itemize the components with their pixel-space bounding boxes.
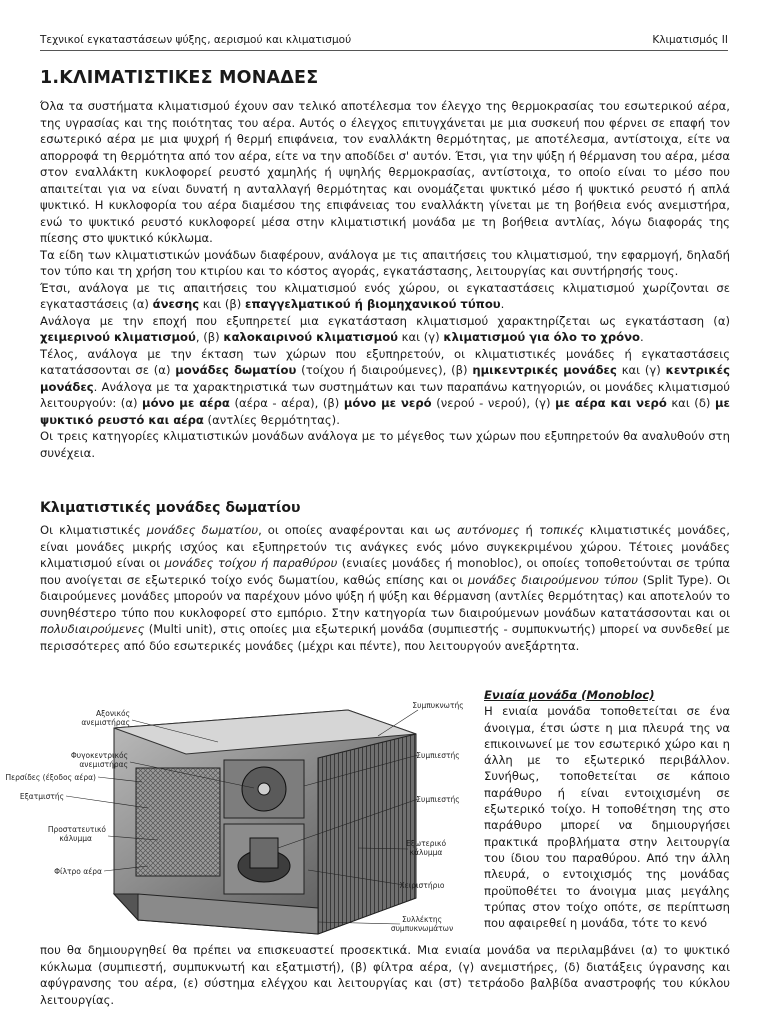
intro-paragraph-2: Τα είδη των κλιματιστικών μονάδων διαφέρουν, ανάλογα με τις απαιτήσεις του κλιματισμού, την εφαρμογή, δηλαδή τον τύπο και τη χρήση του κτιρίου και το κόστος αγοράς, εγκατάστασης, λειτουργίας και συντήρησής τους. bbox=[40, 247, 730, 278]
label-axial-fan: Αξονικός bbox=[95, 709, 130, 718]
monobloc-bottom-text bbox=[40, 942, 730, 1008]
svg-text:κάλυμμα: κάλυμμα bbox=[59, 834, 92, 843]
section-paragraph: Οι κλιματιστικές μονάδες δωματίου, οι οποίες αναφέρονται και ως αυτόνομες ή τοπικές κλιματιστικές μονάδες, είναι μονάδες μικρής ισχύος και εξυπηρετούν τις ανάγκες ενός μόνο συγκεκριμένου χώρου. Τέτοιες μονάδες κλιματισμού είναι οι μονάδες τοίχου ή παραθύρου (ενιαίες μονάδες ή monobloc), οι οποίες τοποθετούνται σε τρύπα που ανοίγεται σε εξωτερικό τοίχο ενός δωματίου, καθώς επίσης και οι μονάδες διαιρούμενου τύπου (Split Type). Οι διαιρούμενες μονάδες μπορούν να παρέχουν μόνο ψύξη ή ψύξη και θέρμανση (αντλίες θερμότητας) και αποτελούν το συνηθέστερο τύπο που κυκλοφορεί στο εμπόριο. Στην κατηγορία των διαιρούμενων μονάδων κατατάσσονται και οι πολυδιαιρούμενες (Multi unit), στις οποίες μια εξωτερική μονάδα (συμπιεστής - συμπυκνωτής) μπορεί να συνδεθεί με περισσότερες από δύο εσωτερικές μονάδες (μέχρι και πέντε), που λειτουργούν ανεξάρτητα. bbox=[40, 523, 731, 653]
label-compressor: Συμπιεστής bbox=[416, 751, 460, 760]
label-evaporator: Εξατμιστής bbox=[19, 792, 64, 801]
label-centrifugal-fan: Φυγοκεντρικός bbox=[70, 751, 128, 760]
label-louvres: Περσίδες (έξοδος αέρα) bbox=[5, 773, 96, 782]
label-condenser: Συμπυκνωτής bbox=[412, 701, 464, 710]
svg-text:ανεμιστήρας: ανεμιστήρας bbox=[81, 718, 130, 727]
monobloc-bottom-paragraph: που θα δημιουργηθεί θα πρέπει να επισκευαστεί προσεκτικά. Μια ενιαία μονάδα να περιλαμβάνει (α) το ψυκτικό κύκλωμα (συμπιεστή, συμπυκνωτή και εξατμιστή), (β) φίλτρα αέρα, (γ) ανεμιστήρες, (δ) διατάξεις ύγρανσης και αφύγρανσης του αέρα, (ε) σύστημα ελέγχου και λειτουργίας και (στ) τετράοδο βαλβίδα αναστροφής του κύκλου λειτουργίας. bbox=[40, 943, 730, 1007]
svg-text:κάλυμμα: κάλυμμα bbox=[409, 848, 443, 857]
label-controls: Χειριστήριο bbox=[399, 881, 445, 890]
monobloc-side-text: Η ενιαία μονάδα τοποθετείται σε ένα άνοιγμα, έτσι ώστε η μια πλευρά της να επικοινωνεί με τον εσωτερικό χώρο και η άλλη με το εξωτερικό περιβάλλον. Συνήθως, τοποθετείται σε κάποιο παράθυρο ή είναι εντοιχισμένη σε εξωτερικό τοίχο. Η τοποθέτηση της στο παράθυρο μπορεί να δημιουργήσει πρακτικά προβλήματα στην λειτουργία του ίδιου του παραθύρου. Από την άλλη πλευρά, ο εντοιχισμός της μονάδας προϋποθέτει το άνοιγμα μιας μεγάλης τρύπας στον τοίχο οπότε, σε περίπτωση που αφαιρεθεί η μονάδα, τότε το κενό bbox=[484, 704, 730, 931]
label-condensate-collector: Συλλέκτης bbox=[401, 915, 443, 924]
svg-text:ανεμιστήρας: ανεμιστήρας bbox=[79, 760, 128, 769]
header-right: Κλιματισμός ΙΙ bbox=[652, 34, 728, 46]
label-protective-cover: Προστατευτικό bbox=[47, 825, 106, 834]
label-outer-cover: Εξωτερικό bbox=[405, 839, 447, 848]
label-compressor-2: Συμπιεστής bbox=[416, 795, 460, 804]
intro-paragraph-3: Έτσι, ανάλογα με τις απαιτήσεις του κλιματισμού ενός χώρου, οι εγκαταστάσεις κλιματισμού χωρίζονται σε εγκαταστάσεις (α) άνεσης και (β) επαγγελματικού ή βιομηχανικού τύπου. bbox=[40, 280, 730, 311]
intro-paragraph-6: Οι τρεις κατηγορίες κλιματιστικών μονάδων ανάλογα με το μέγεθος των χώρων που εξυπηρετούν θα αναλυθούν στη συνέχεια. bbox=[40, 429, 730, 460]
monobloc-cutaway-illustration bbox=[5, 698, 466, 944]
intro-paragraph-1: Όλα τα συστήματα κλιματισμού έχουν σαν τελικό αποτέλεσμα τον έλεγχο της θερμοκρασίας του εσωτερικού αέρα, της υγρασίας και της ποιότητας του αέρα. Αυτός ο έλεγχος επιτυγχάνεται με μια συσκευή που φέρνει σε επαφή τον εσωτερικό αέρα με μια ψυχρή ή θερμή επιφάνεια, τον εναλλάκτη θερμότητας, με αποτέλεσμα, αντίστοιχα, είτε να απορροφά τη θερμότητα από τον αέρα, είτε να την αποδίδει σ' αυτόν. Έτσι, για την ψύξη ή θέρμανση του αέρα, μέσα στον εναλλάκτη κυκλοφορεί ρευστό χαμηλής ή υψηλής θερμοκρασίας, αντίστοιχα, το οποίο είναι το μέσο που απαιτείται για να είναι δυνατή η ανταλλαγή θερμότητας και ονομάζεται ψυκτικό μέσο ή ψυκτικό ρευστό ή απλά ψυκτικό. Η κυκλοφορία του αέρα διαμέσου της επιφάνειας του εναλλάκτη γίνεται με τη βοήθεια ενός ανεμιστήρα, ενώ το ψυκτικό ρευστό κυκλοφορεί μέσα στην κλιματιστική μονάδα με τη βοήθεια αντλίας, λόγω διαφοράς της πίεσης στο ψυκτικό κύκλωμα. bbox=[40, 99, 730, 245]
chapter-heading: 1.ΚΛΙΜΑΤΙΣΤΙΚΕΣ ΜΟΝΑΔΕΣ bbox=[40, 68, 319, 88]
intro-text bbox=[40, 98, 730, 461]
section-text bbox=[40, 522, 730, 654]
page-header bbox=[40, 34, 728, 51]
monobloc-side-column bbox=[484, 687, 730, 931]
section-heading: Κλιματιστικές μονάδες δωματίου bbox=[40, 500, 301, 516]
monobloc-subheading: Ενιαία μονάδα (Monobloc) bbox=[484, 688, 655, 702]
header-left: Τεχνικοί εγκαταστάσεων ψύξης, αερισμού και κλιματισμού bbox=[40, 34, 352, 46]
label-air-filter: Φίλτρο αέρα bbox=[54, 867, 102, 876]
intro-paragraph-5: Τέλος, ανάλογα με την έκταση των χώρων που εξυπηρετούν, οι κλιματιστικές μονάδες ή εγκαταστάσεις κατατάσσονται σε (α) μονάδες δωματίου (τοίχου ή διαιρούμενες), (β) ημικεντρικές μονάδες και (γ) κεντρικές μονάδες. Ανάλογα με τα χαρακτηριστικά των συστημάτων και των παραπάνω κατηγοριών, οι μονάδες κλιματισμού λειτουργούν: (α) μόνο με αέρα (αέρα - αέρα), (β) μόνο με νερό (νερού - νερού), (γ) με αέρα και νερό και (δ) με ψυκτικό ρευστό και αέρα (αντλίες θερμότητας). bbox=[40, 346, 731, 427]
monobloc-figure bbox=[5, 698, 466, 944]
svg-text:συμπυκνωμάτων: συμπυκνωμάτων bbox=[390, 924, 454, 933]
intro-paragraph-4: Ανάλογα με την εποχή που εξυπηρετεί μια εγκατάσταση κλιματισμού χαρακτηρίζεται ως εγκατάσταση (α) χειμερινού κλιματισμού, (β) καλοκαιρινού κλιματισμού και (γ) κλιματισμού για όλο το χρόνο. bbox=[40, 313, 730, 344]
